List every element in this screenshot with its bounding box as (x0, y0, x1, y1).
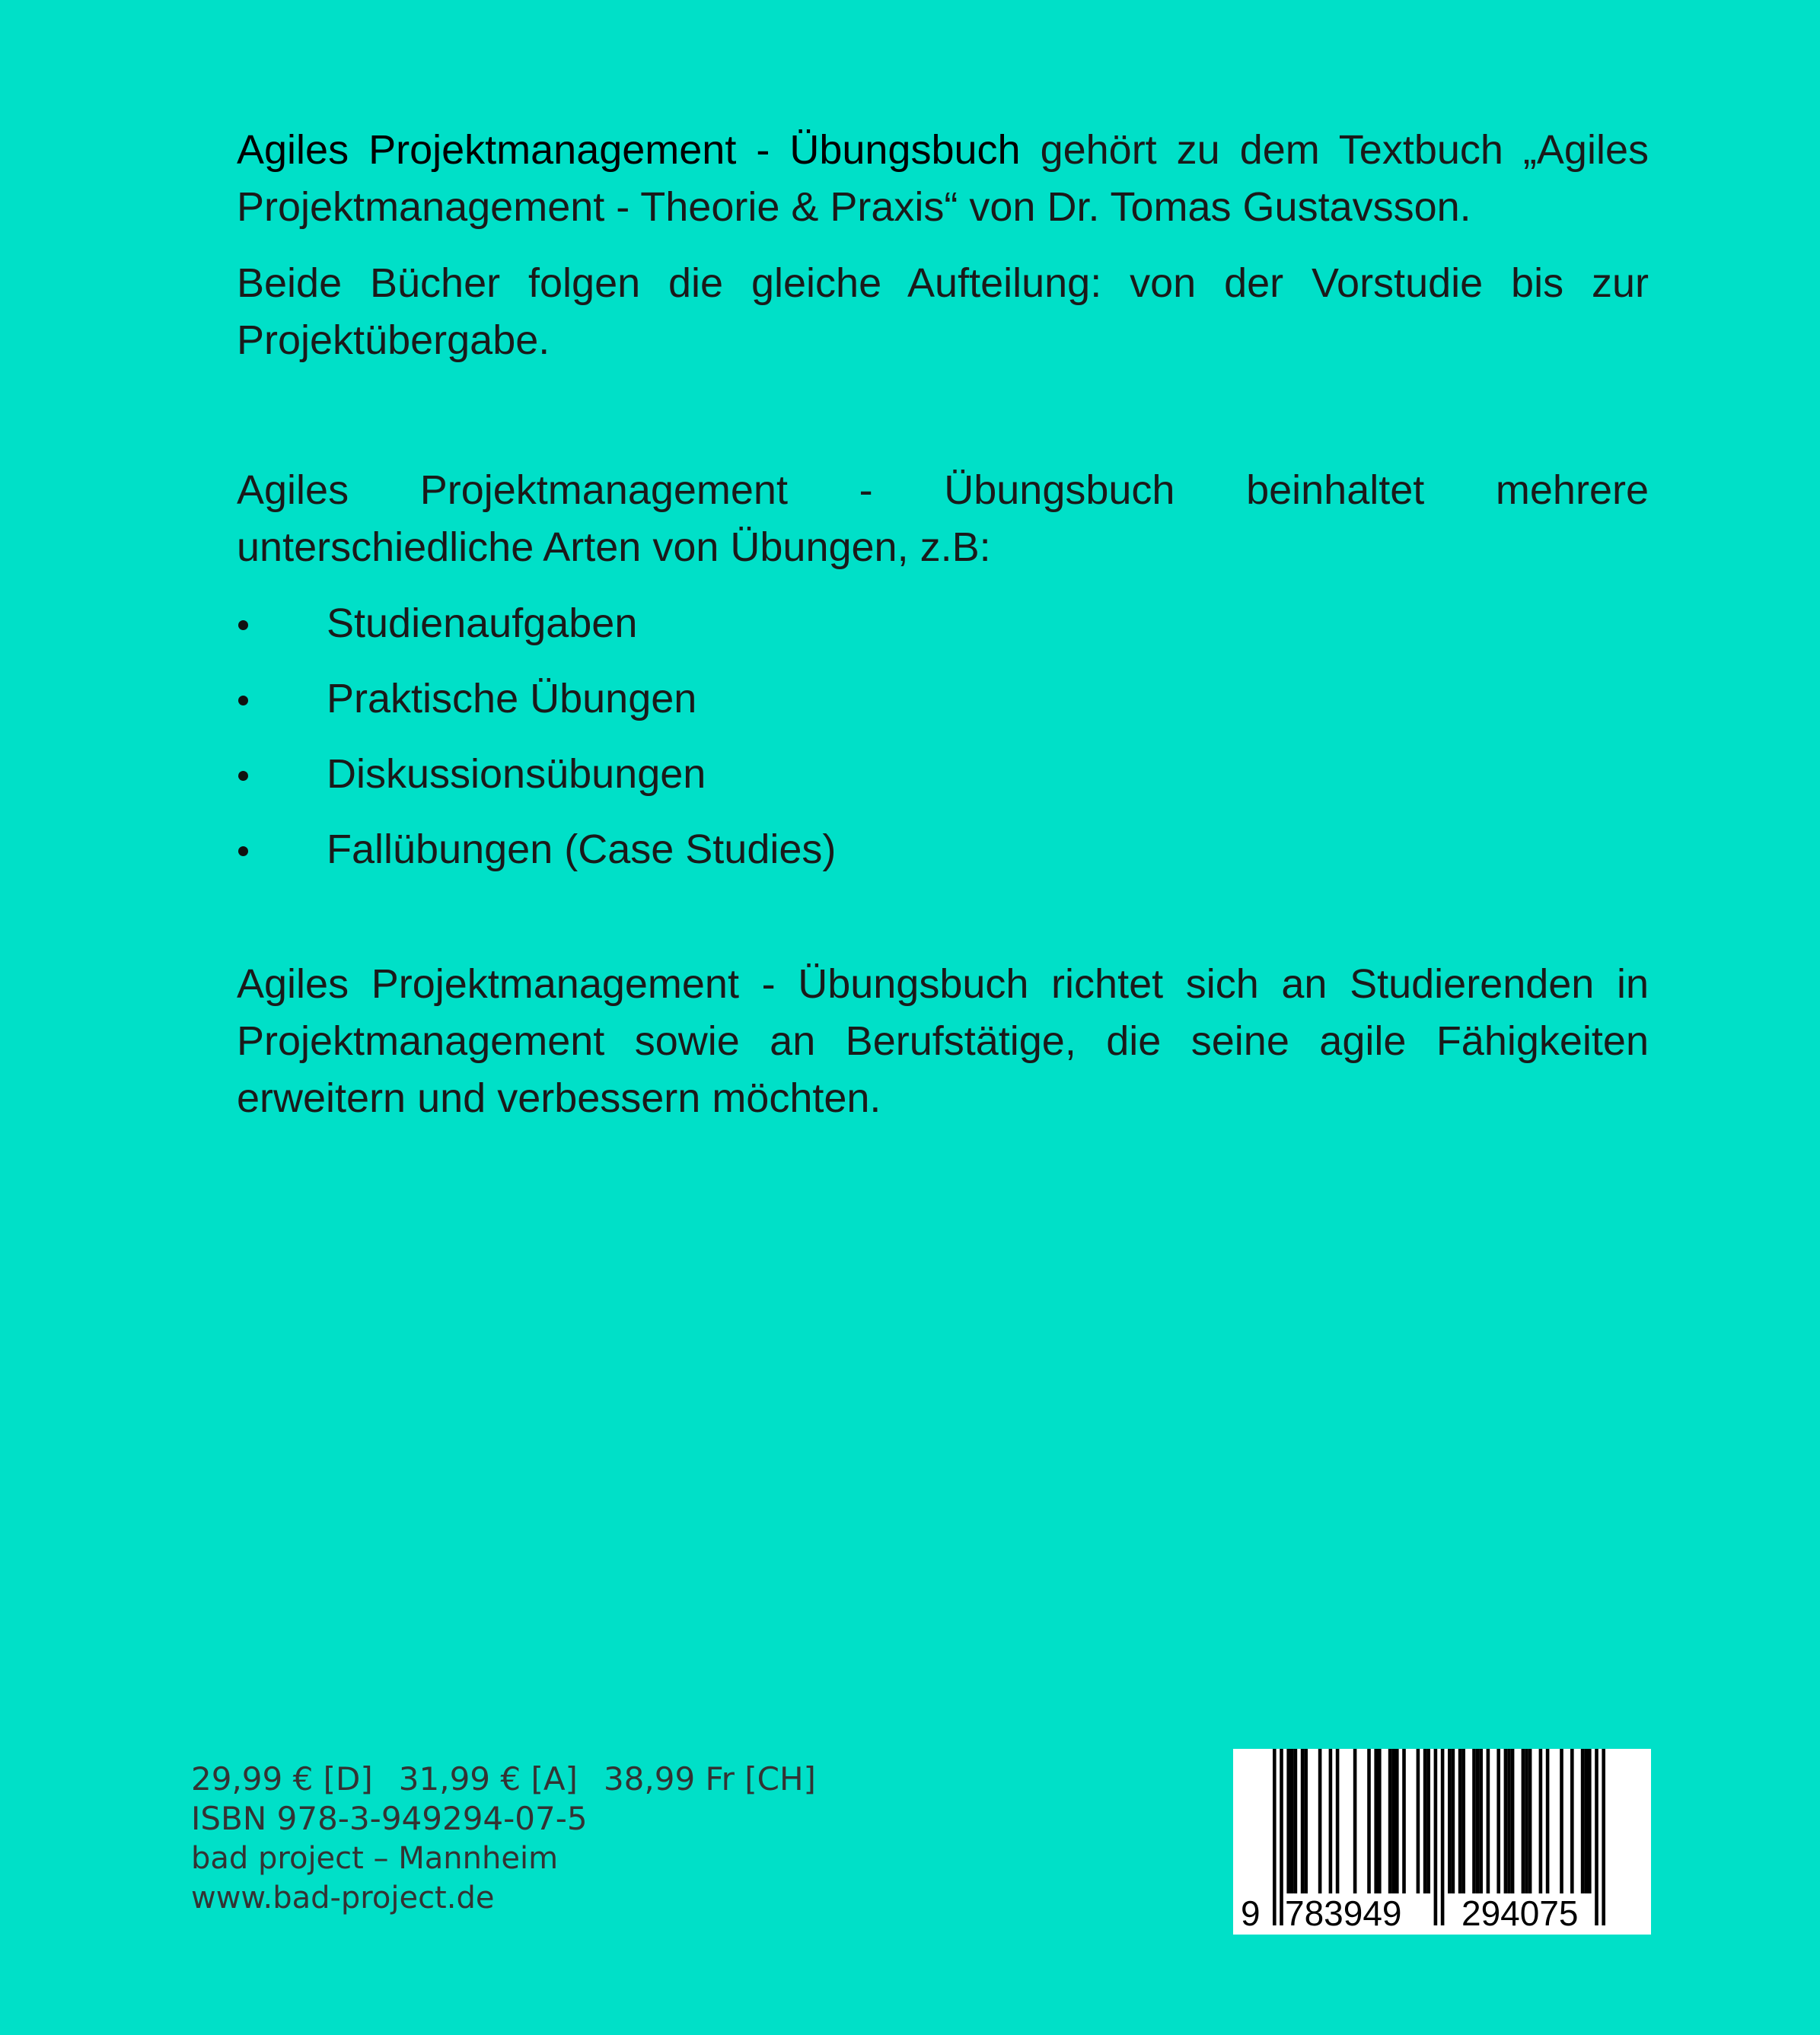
exercises-intro: Agiles Projektmanagement - Übungsbuch beinhaltet mehrere unterschiedliche Arten von Übungen, z.B: (237, 467, 1649, 570)
audience-paragraph: Agiles Projektmanagement - Übungsbuch richtet sich an Studierenden in Projektmanagement sowie an Berufstätige, die seine agile Fähigkeiten erweitern und verbessern möchten. (237, 961, 1649, 1121)
price-switzerland: 38,99 Fr [CH] (603, 1760, 816, 1798)
bullet-icon (238, 620, 248, 630)
price-row (191, 1760, 816, 1799)
list-item: Diskussionsübungen (237, 746, 1649, 821)
exercise-list (237, 595, 1649, 896)
bullet-icon (238, 696, 248, 705)
price-austria: 31,99 € [A] (398, 1760, 578, 1798)
bullet-icon (238, 846, 248, 856)
intro-belongs-text: gehört zu dem Textbuch „Agiles Projektmanagement - Theorie & Praxis“ von Dr. Tomas Gustavsson. (237, 127, 1649, 230)
isbn: ISBN 978-3-949294-07-5 (191, 1800, 588, 1837)
list-item: Studienaufgaben (237, 595, 1649, 670)
price-germany: 29,99 € [D] (191, 1760, 373, 1798)
intro-paragraph (237, 122, 1649, 236)
list-item: Praktische Übungen (237, 670, 1649, 746)
isbn-barcode (1233, 1749, 1651, 1935)
barcode-digit-lead: 9 (1241, 1893, 1261, 1933)
website: www.bad-project.de (191, 1881, 495, 1916)
bullet-icon (238, 771, 248, 781)
list-item: Fallübungen (Case Studies) (237, 821, 1649, 896)
barcode-digits (1233, 1749, 1651, 1935)
book-title: Agiles Projektmanagement - Übungsbuch (237, 127, 1021, 173)
imprint (191, 1760, 816, 1918)
barcode-digits-left: 783949 (1285, 1893, 1402, 1933)
barcode-digits-right: 294075 (1461, 1893, 1579, 1933)
publisher: bad project – Mannheim (191, 1841, 559, 1876)
back-cover-text (237, 122, 1649, 1127)
structure-paragraph: Beide Bücher folgen die gleiche Aufteilung: von der Vorstudie bis zur Projektübergabe. (237, 260, 1649, 363)
